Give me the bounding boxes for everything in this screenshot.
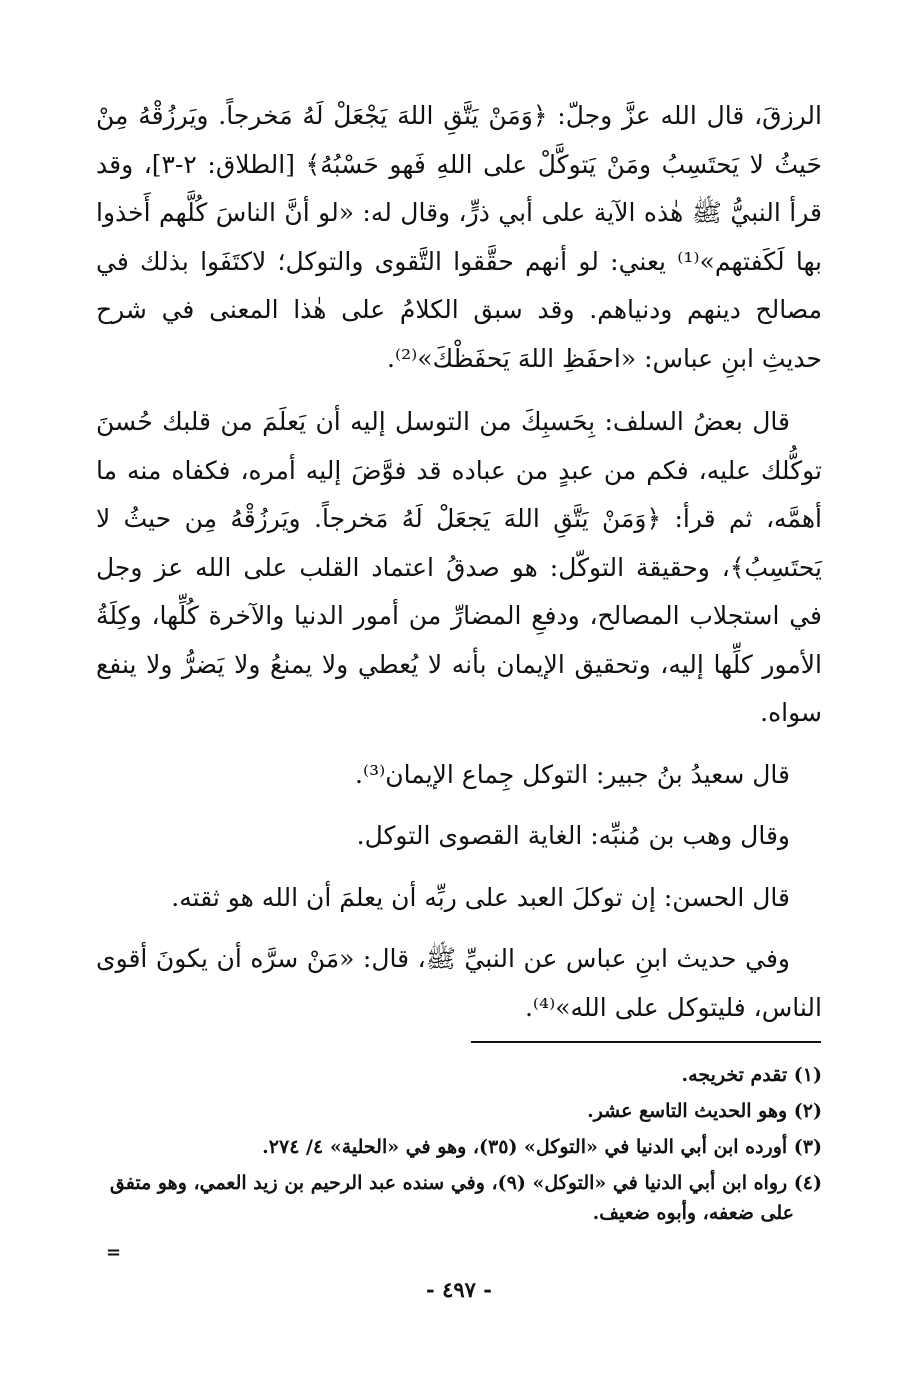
footnote-4-text: (٤) رواه ابن أبي الدنيا في «التوكل» (٩)، وفي سنده عبد الرحيم بن زيد العمي، وهو متفق: [109, 1172, 822, 1194]
quote-al-hasan: قال الحسن: إن توكلَ العبد على ربِّه أن يعلمَ أن الله هو ثقته.: [171, 882, 790, 912]
main-text: [96, 92, 822, 1032]
footnote-4: [96, 1168, 822, 1228]
paragraph-rizq-verse: الرزقَ، قال الله عزَّ وجلّ: ﴿وَمَنْ يَتَّقِ اللهَ يَجْعَلْ لَهُ مَخرجاً. ويَرزُقْهُ مِنْ حَيثُ لا يَحتَسِبُ ومَنْ يَتوكَّلْ على اللهِ فَهو حَسْبُهُ﴾ [الطلاق: ٢-٣]، وقد قرأ النبيُّ ﷺ هٰذه الآية على أبي ذرٍّ، وقال له: «لو أنَّ الناسَ كُلَّهم أَخذوا بها لَكَفتهم»⁽¹⁾ يعني: لو أنهم حقَّقوا التَّقوى والتوكل؛ لاكتَفَوا بذلك في مصالح دينهم ودنياهم. وقد سبق الكلامُ على هٰذا المعنى في شرح حديثِ ابنِ عباس: «احفَظِ اللهَ يَحفَظْكَ»⁽²⁾.: [96, 101, 822, 373]
footnote-separator: [471, 1041, 821, 1043]
paragraph-ibn-abbas-hadith: وفي حديث ابنِ عباس عن النبيِّ ﷺ، قال: «مَنْ سرَّه أن يكونَ أقوى الناس، فليتوكل على الله»⁽⁴⁾.: [96, 944, 822, 1022]
quote-said-ibn-jubayr: قال سعيدُ بنُ جبير: التوكل جِماع الإيمان⁽³⁾.: [355, 759, 790, 789]
footnote-3: (٣) أورده ابن أبي الدنيا في «التوكل» (٣٥)، وهو في «الحلية» ٤/ ٢٧٤.: [262, 1136, 822, 1158]
paragraph-salaf-tawakkul: قال بعضُ السلف: بِحَسبِكَ من التوسل إليه أن يَعلَمَ من قلبك حُسنَ توكُّلك عليه، فكم من عبدٍ من عباده قد فوَّضَ إليه أمره، فكفاه منه ما أهمَّه، ثم قرأ: ﴿وَمَنْ يَتَّقِ اللهَ يَجعَلْ لَهُ مَخرجاً. ويَرزُقْهُ مِن حيثُ لا يَحتَسِبُ﴾، وحقيقة التوكّل: هو صدقُ اعتماد القلب على الله عز وجل في استجلاب المصالح، ودفعِ المضارِّ من أمور الدنيا والآخرة كُلِّها، وكِلَةُ الأمور كلِّها إليه، وتحقيق الإيمان بأنه لا يُعطي ولا يمنعُ ولا يَضرُّ ولا ينفع سواه.: [96, 407, 822, 727]
footnote-4-continuation: على ضعفه، وأبوه ضعيف.: [592, 1202, 794, 1224]
footnote-1: (١) تقدم تخريجه.: [681, 1064, 822, 1086]
footnote-2: (٢) وهو الحديث التاسع عشر.: [587, 1100, 822, 1122]
quote-wahb-ibn-munabbih: وقال وهب بن مُنبِّه: الغاية القصوى التوكل.: [356, 821, 790, 850]
page-number: - ٤٩٧ -: [426, 1277, 492, 1302]
footnotes: [96, 1060, 822, 1234]
book-page: [96, 92, 822, 1362]
continuation-mark: =: [106, 1242, 122, 1263]
